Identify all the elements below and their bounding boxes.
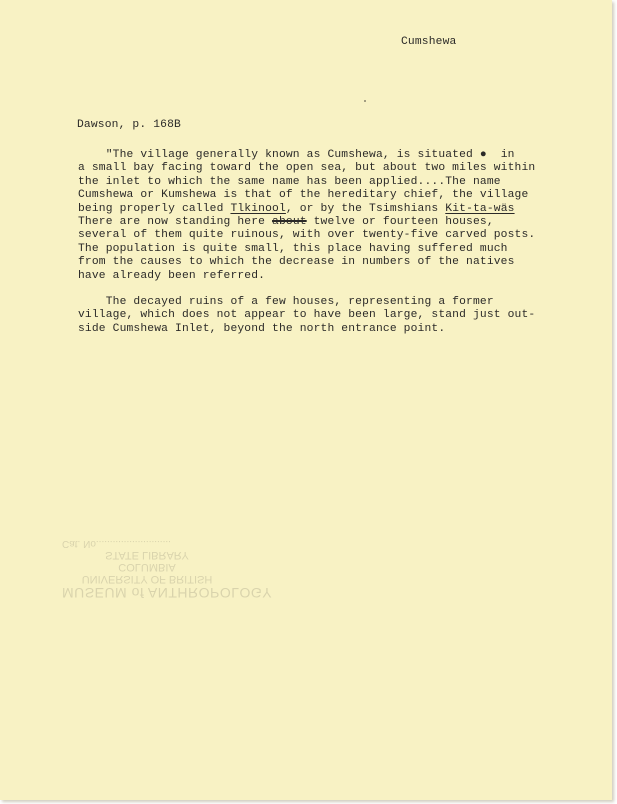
text-line: village, which does not appear to have been large, stand just out- <box>78 309 536 322</box>
text-line: Cumshewa or Kumshewa is that of the hereditary chief, the village <box>78 189 529 202</box>
page-header: Cumshewa <box>401 36 457 48</box>
paper-speck <box>364 100 366 102</box>
ink-dot: ● <box>479 149 487 161</box>
text-line: a small bay facing toward the open sea, but about two miles within <box>78 162 536 175</box>
text-line: The population is quite small, this place having suffered much <box>78 242 508 255</box>
paragraph-gap <box>78 283 548 296</box>
library-stamp-showthrough <box>62 538 273 601</box>
text-line: have already been referred. <box>78 269 266 282</box>
underlined-name: Kit-ta-wäs <box>445 202 515 215</box>
underlined-name: Tlkinool <box>230 202 286 215</box>
stamp-line: COLUMBIA <box>118 561 176 573</box>
text-line: side Cumshewa Inlet, beyond the north entrance point. <box>78 322 446 335</box>
text-line: the inlet to which the same name has been applied....The name <box>78 175 501 188</box>
source-citation: Dawson, p. 168B <box>77 119 181 131</box>
text-line: several of them quite ruinous, with over twenty-five carved posts. <box>78 229 536 242</box>
text-line: There are now standing here about twelve or fourteen houses, <box>78 215 494 228</box>
stamp-line: MUSEUM of ANTHROPOLOGY <box>62 585 273 601</box>
text-line: The decayed ruins of a few houses, representing a former <box>78 295 494 308</box>
struck-word: about <box>272 215 307 228</box>
stamp-line: Cat. No........................... <box>62 538 171 549</box>
text-line: "The village generally known as Cumshewa, is situated ● in <box>78 149 515 161</box>
text-line: from the causes to which the decrease in numbers of the natives <box>78 256 515 269</box>
stamp-line: UNIVERSITY OF BRITISH <box>81 573 213 585</box>
quoted-text <box>78 149 548 336</box>
text-line: being properly called Tlkinool, or by the Tsimshians Kit-ta-wäs <box>78 202 515 215</box>
stamp-line: STATE LIBRARY <box>105 549 189 561</box>
